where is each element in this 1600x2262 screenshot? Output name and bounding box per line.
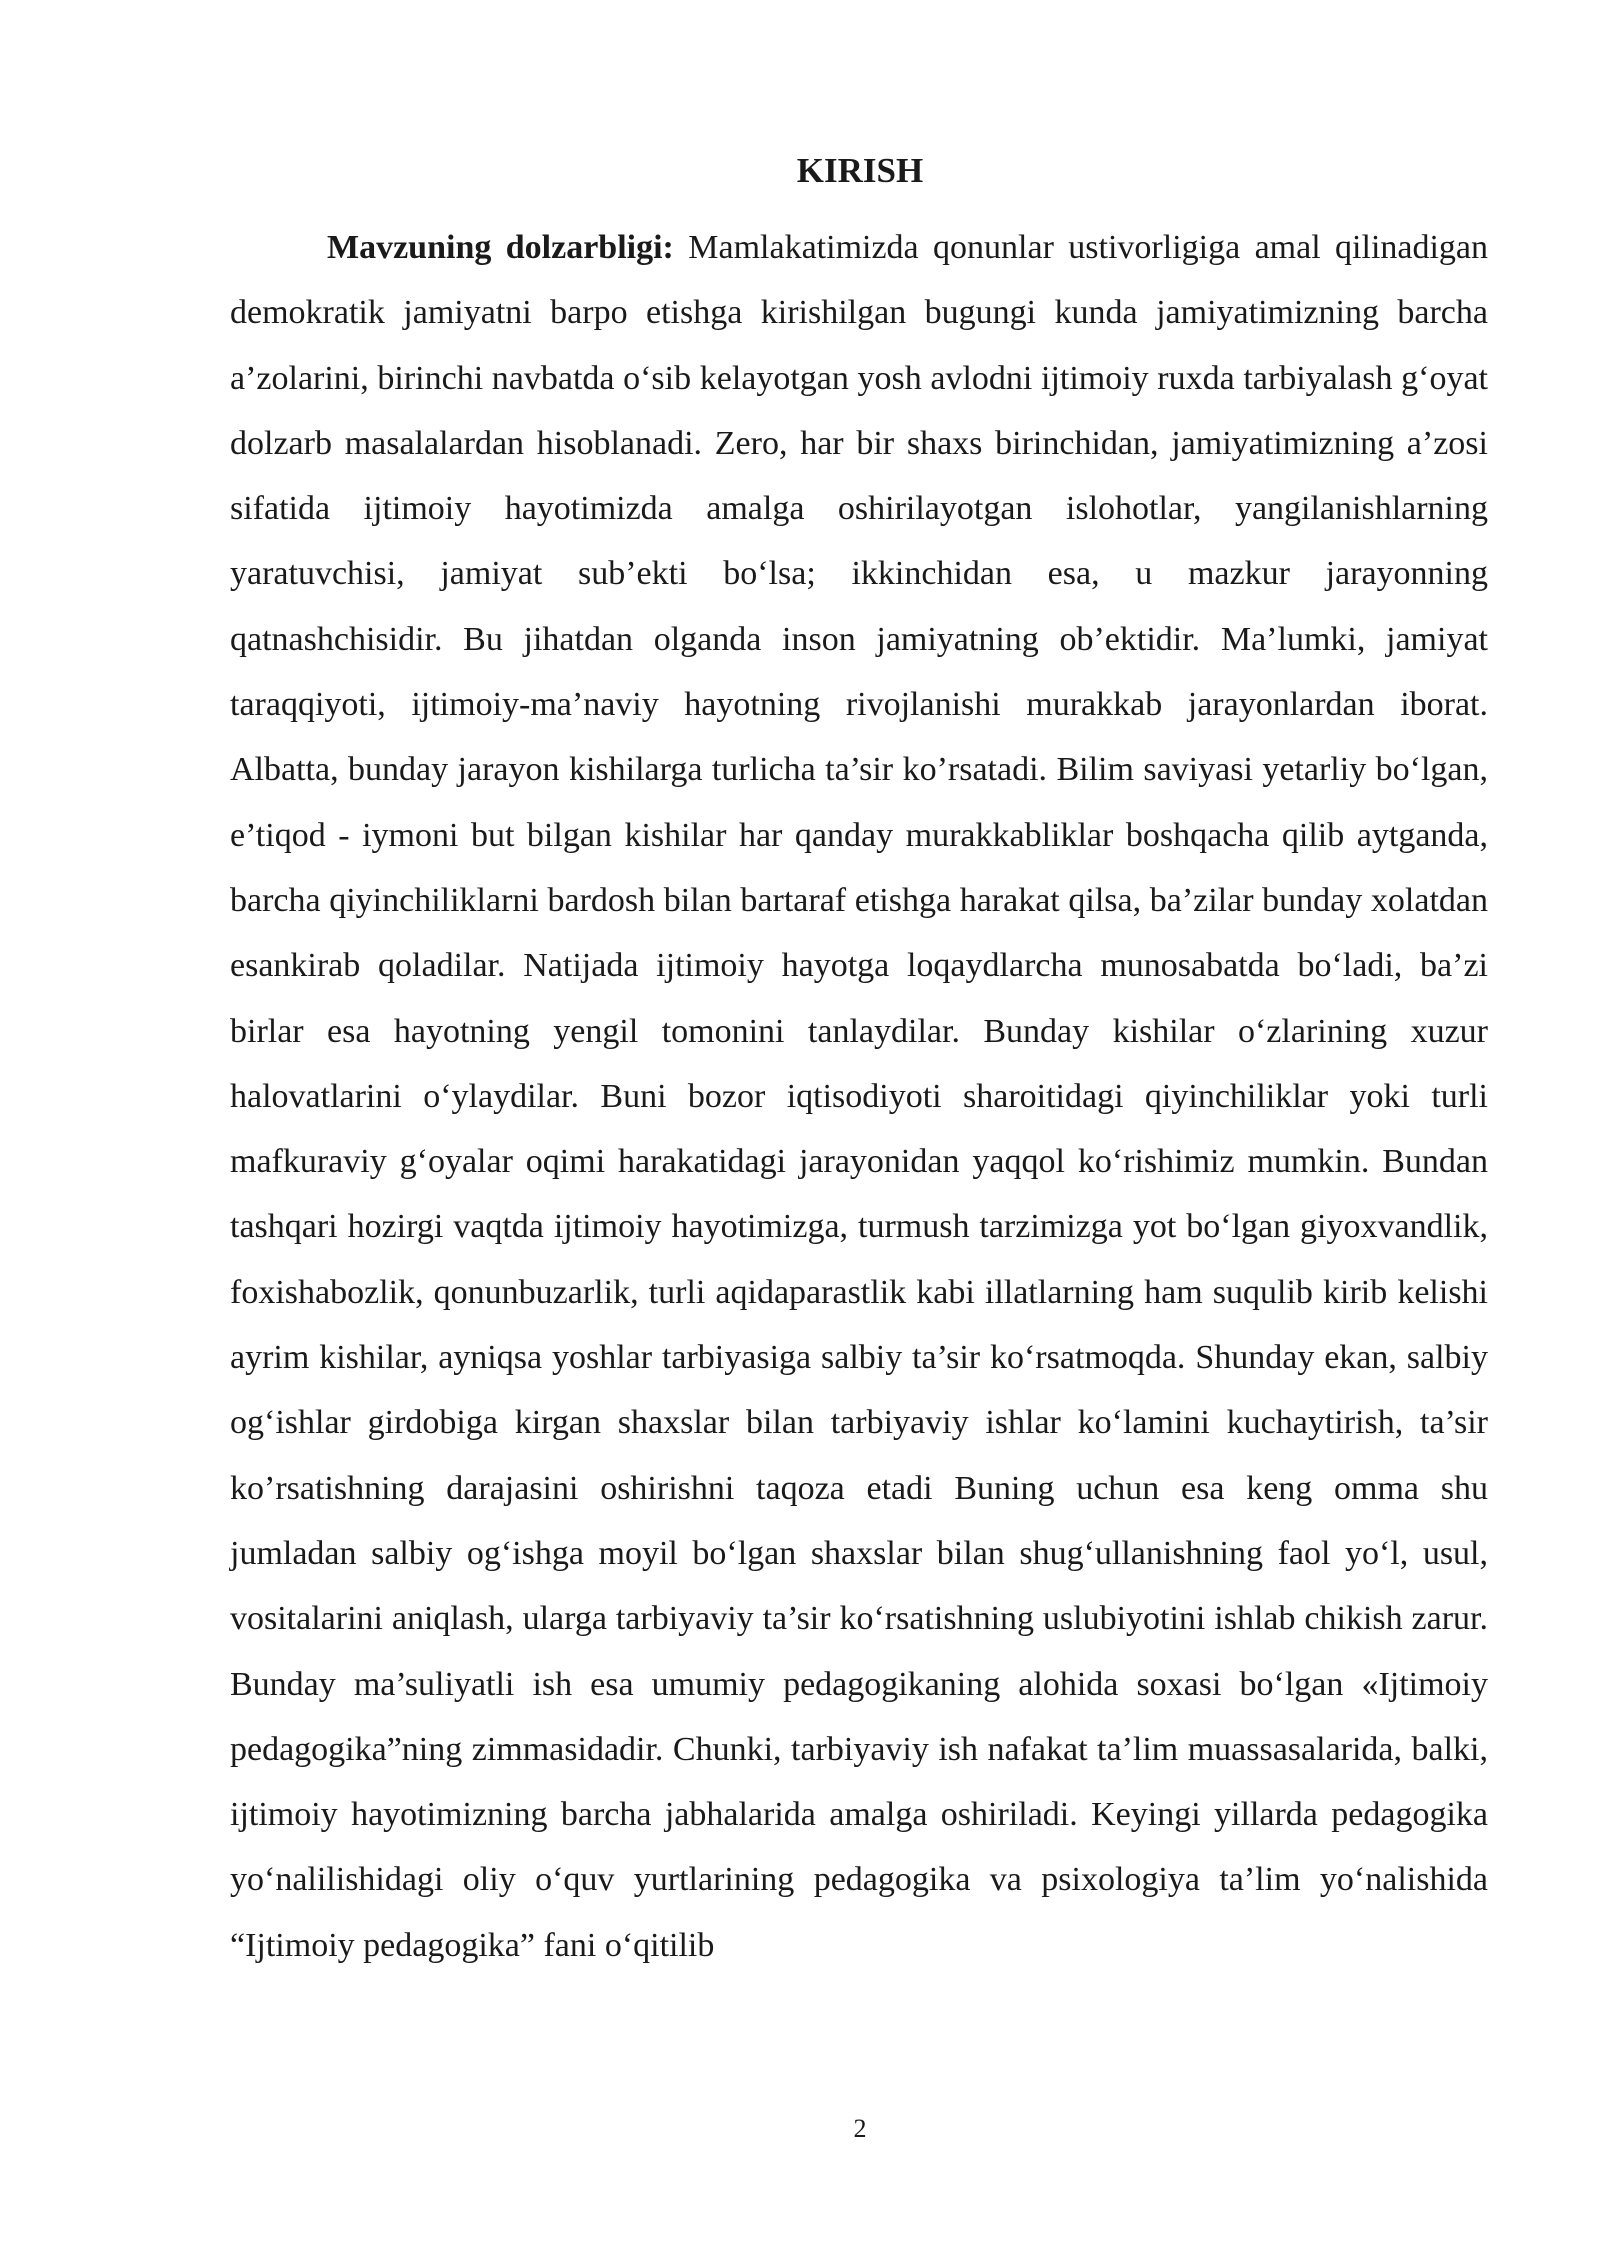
paragraph-text: Mamlakatimizda qonunlar ustivorligiga amal qilinadigan demokratik jamiyatni barpo etishga kirishilgan bugungi kunda jamiyatimizning barcha a’zolarini, birinchi navbatda o‘sib kelayotgan yosh avlodni ijtimoiy ruxda tarbiyalash g‘oyat dolzarb masalalardan hisoblanadi. Zero, har bir shaxs birinchidan, jamiyatimizning a’zosi sifatida ijtimoiy hayotimizda amalga oshirilayotgan islohotlar, yangilanishlarning yaratuvchisi, jamiyat sub’ekti bo‘lsa; ikkinchidan esa, u mazkur jarayonning qatnashchisidir. Bu jihatdan olganda inson jamiyatning ob’ektidir. Ma’lumki, jamiyat taraqqiyoti, ijtimoiy-ma’naviy hayotning rivojlanishi murakkab jarayonlardan iborat. Albatta, bunday jarayon kishilarga turlicha ta’sir ko’rsatadi. Bilim saviyasi yetarliy bo‘lgan, e’tiqod - iymoni but bilgan kishilar har qanday murakkabliklar boshqacha qilib aytganda, barcha qiyinchiliklarni bardosh bilan bartaraf etishga harakat qilsa, ba’zilar bunday xolatdan esankirab qoladilar. Natijada ijtimoiy hayotga loqaydlarcha munosabatda bo‘ladi, ba’zi birlar esa hayotning yengil tomonini tanlaydilar. Bunday kishilar o‘zlarining xuzur halovatlarini o‘ylaydilar. Buni bozor iqtisodiyoti sharoitidagi qiyinchiliklar yoki turli mafkuraviy g‘oyalar oqimi harakatidagi jarayonidan yaqqol ko‘rishimiz mumkin. Bundan tashqari hozirgi vaqtda ijtimoiy hayotimizga, turmush tarzimizga yot bo‘lgan giyoxvandlik, foxishabozlik, qonunbuzarlik, turli aqidaparastlik kabi illatlarning ham suqulib kirib kelishi ayrim kishilar, ayniqsa yoshlar tarbiyasiga salbiy ta’sir ko‘rsatmoqda. Shunday ekan, salbiy og‘ishlar girdobiga kirgan shaxslar bilan tarbiyaviy ishlar ko‘lamini kuchaytirish, ta’sir ko’rsatishning darajasini oshirishni taqoza etadi Buning uchun esa keng omma shu jumladan salbiy og‘ishga moyil bo‘lgan shaxslar bilan shug‘ullanishning faol yo‘l, usul, vositalarini aniqlash, ularga tarbiyaviy ta’sir ko‘rsatishning uslubiyotini ishlab chikish zarur. Bunday ma’suliyatli ish esa umumiy pedagogikaning alohida soxasi bo‘lgan «Ijtimoiy pedagogika”ning zimmasidadir. Chunki, tarbiyaviy ish nafakat ta’lim muassasalarida, balki, ijtimoiy hayotimizning barcha jabhalarida amalga oshiriladi. Keyingi yillarda pedagogika yo‘nalilishidagi oliy o‘quv yurtlarining pedagogika va psixologiya ta’lim yo‘nalishida “Ijtimoiy pedagogika” fani o‘qitilib: [230, 229, 1489, 1964]
page-title: KIRISH: [796, 151, 924, 190]
lead-term: Mavzuning dolzarbligi:: [327, 229, 674, 266]
body-paragraph: [230, 215, 1488, 1978]
page-number: 2: [853, 2114, 867, 2143]
